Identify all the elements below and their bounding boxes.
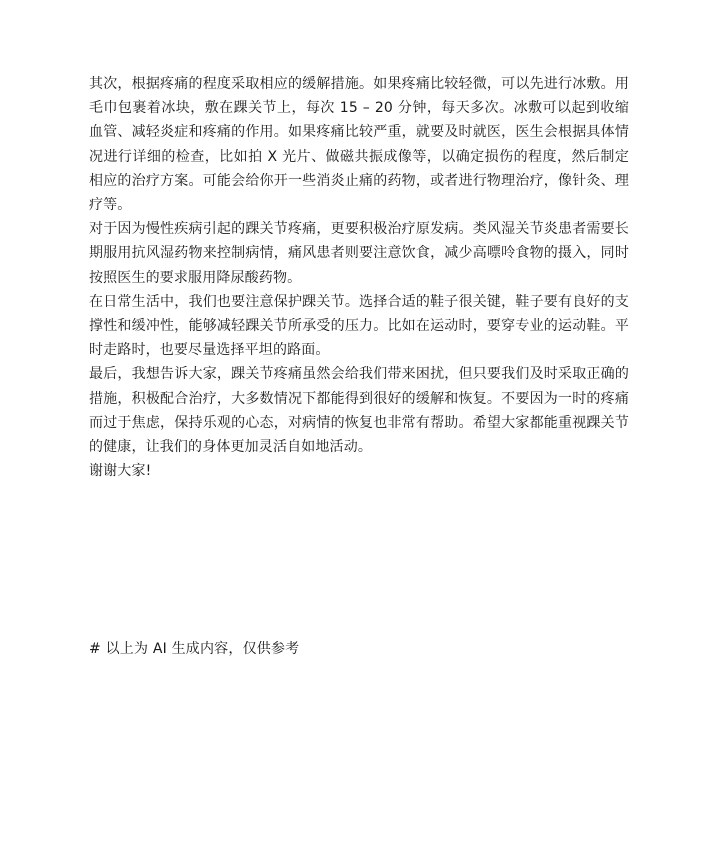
ai-generated-note: # 以上为 AI 生成内容，仅供参考 [89, 641, 300, 657]
paragraph-chronic-disease: 对于因为慢性疾病引起的踝关节疼痛，更要积极治疗原发病。类风湿关节炎患者需要长期服用抗风湿药物来控制病情，痛风患者则要注意饮食，减少高嘌呤食物的摄入，同时按照医生的要求服用降尿酸药物。 [89, 221, 629, 286]
document-body [89, 72, 629, 483]
paragraph-treatment-measures: 其次，根据疼痛的程度采取相应的缓解措施。如果疼痛比较轻微，可以先进行冰敷。用毛巾包裹着冰块，敷在踝关节上，每次 15 – 20 分钟，每天多次。冰敷可以起到收缩血管、减轻炎症和疼痛的作用。如果疼痛比较严重，就要及时就医，医生会根据具体情况进行详细的检查，比如拍 X 光片、做磁共振成像等，以确定损伤的程度，然后制定相应的治疗方案。可能会给你开一些消炎止痛的药物，或者进行物理治疗，像针灸、理疗等。 [89, 76, 629, 214]
paragraph-daily-protection: 在日常生活中，我们也要注意保护踝关节。选择合适的鞋子很关键，鞋子要有良好的支撑性和缓冲性，能够减轻踝关节所承受的压力。比如在运动时，要穿专业的运动鞋。平时走路时，也要尽量选择平坦的路面。 [89, 293, 629, 359]
paragraph-thanks: 谢谢大家! [89, 463, 152, 480]
paragraph-conclusion: 最后，我想告诉大家，踝关节疼痛虽然会给我们带来困扰，但只要我们及时采取正确的措施，积极配合治疗，大多数情况下都能得到很好的缓解和恢复。不要因为一时的疼痛而过于焦虑，保持乐观的心态，对病情的恢复也非常有帮助。希望大家都能重视踝关节的健康，让我们的身体更加灵活自如地活动。 [89, 366, 629, 456]
